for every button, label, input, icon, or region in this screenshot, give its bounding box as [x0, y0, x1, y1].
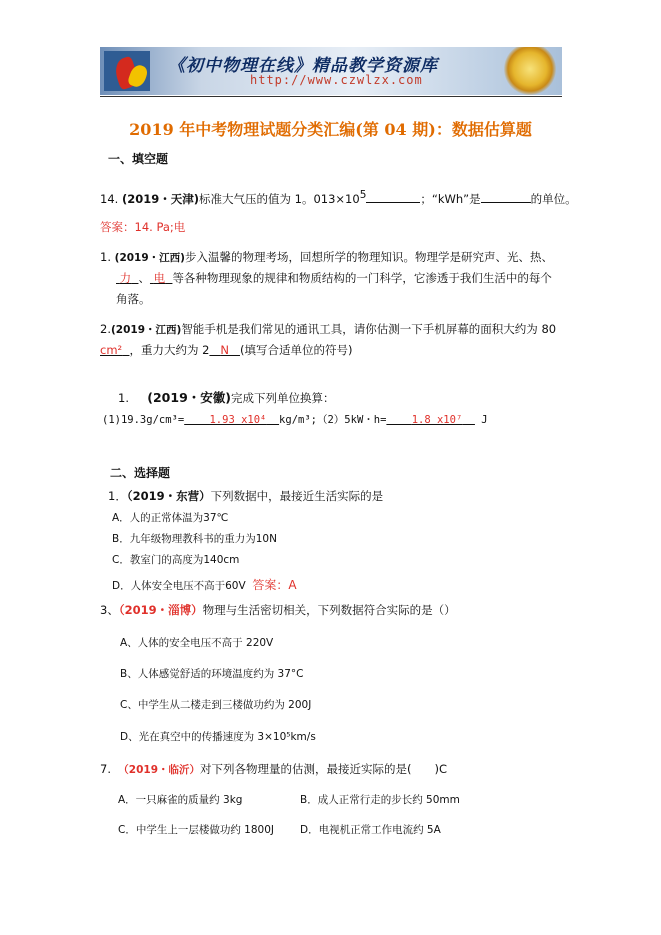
question-2-line-2 — [100, 343, 352, 357]
answer-text: 1.8 x10⁷ — [411, 414, 463, 426]
banner-divider — [100, 96, 562, 97]
question-text: 对下列各物理量的估测，最接近实际的是( )C — [200, 762, 448, 776]
site-logo — [104, 51, 150, 91]
answer-blank — [209, 343, 240, 357]
option-d: D、光在真空中的传播速度为 3×10⁵km/s — [120, 731, 316, 743]
question-number: 1. — [100, 250, 111, 264]
question-number: 14. — [100, 191, 119, 206]
question-text: 步入温馨的物理考场，回想所学的物理知识。物理学是研究声、光、热、 — [184, 250, 553, 264]
question-source: (2019・江西) — [114, 252, 185, 264]
question-conversion-line-2 — [102, 413, 488, 427]
question-source: （2019・东营） — [126, 489, 211, 503]
question-number: 7. — [100, 762, 111, 776]
exponent: 5 — [359, 189, 367, 201]
answer-14: 答案：14. Pa;电 — [100, 220, 186, 234]
option-b: B．九年级物理教科书的重力为10N — [112, 533, 277, 545]
question-text: ；“kWh”是 — [420, 191, 481, 206]
answer-text: 1.93 x10⁴ — [209, 414, 267, 426]
question-text: 完成下列单位换算： — [230, 391, 335, 405]
question-choice-1 — [108, 489, 383, 503]
question-number: 1． — [108, 489, 127, 503]
document-title: 2019 年中考物理试题分类汇编(第 04 期)：数据估算题 — [129, 120, 532, 139]
question-text: 的单位。 — [530, 191, 577, 206]
answer-text: 电 — [153, 271, 166, 285]
question-number: 1. — [118, 391, 129, 405]
question-1-line-3: 角落。 — [116, 292, 151, 306]
option-c: C．教室门的高度为140cm — [112, 554, 240, 566]
sunflower-icon — [504, 47, 556, 95]
question-text: 智能手机是我们常见的通讯工具，请你估测一下手机屏幕的面积大约为 80 — [181, 322, 557, 336]
question-14 — [100, 188, 577, 206]
banner-title: 《初中物理在线》精品教学资源库 — [168, 56, 438, 76]
question-text: 标准大气压的值为 1。013×10 — [198, 191, 360, 206]
answer-text: 力 — [119, 271, 132, 285]
question-text: (填写合适单位的符号) — [239, 343, 353, 357]
answer-blank[interactable] — [481, 192, 531, 203]
question-text: (1)19.3g/cm³= — [102, 414, 185, 426]
question-text: 物理与生活密切相关，下列数据符合实际的是（） — [202, 603, 456, 617]
answer-blank — [100, 343, 129, 357]
question-number: 3、 — [100, 603, 119, 617]
header-banner — [100, 47, 562, 95]
answer-blank — [184, 414, 279, 426]
answer-blank — [116, 271, 138, 285]
question-1-line-1 — [100, 250, 553, 265]
question-source: (2019・江西) — [110, 324, 182, 336]
answer-blank — [150, 271, 172, 285]
question-text: kg/m³;（2）5kW・h= — [279, 414, 387, 426]
section-heading-choice: 二、选择题 — [110, 466, 171, 480]
answer-text: cm² — [100, 343, 123, 357]
option-d — [112, 578, 297, 593]
banner-url[interactable]: http://www.czwlzx.com — [250, 73, 423, 87]
option-b: B．成人正常行走的步长约 50mm — [300, 794, 460, 806]
question-source: (2019・安徽) — [147, 390, 231, 405]
question-source: (2019・天津) — [121, 191, 199, 206]
question-conversion-line-1 — [118, 391, 334, 405]
question-choice-3 — [100, 603, 456, 617]
separator: 、 — [138, 271, 150, 285]
question-text: 下列数据中，最接近生活实际的是 — [210, 489, 384, 503]
option-c: C．中学生上一层楼做功约 1800J — [118, 824, 274, 836]
option-c: C、中学生从二楼走到三楼做功约为 200J — [120, 699, 312, 711]
question-source: （2019・淄博） — [118, 603, 203, 617]
option-text: D．人体安全电压不高于60V — [112, 580, 246, 592]
question-2-line-1 — [100, 322, 556, 337]
option-a: A、人体的安全电压不高于 220V — [120, 637, 274, 649]
question-choice-7 — [100, 762, 447, 777]
answer-blank — [386, 414, 475, 426]
question-number: 2. — [100, 322, 111, 336]
question-text: ，重力大约为 2 — [129, 343, 210, 357]
option-a: A．一只麻雀的质量约 3kg — [118, 794, 243, 806]
option-a: A．人的正常体温为37℃ — [112, 512, 229, 524]
answer-label: 答案：A — [252, 578, 297, 592]
option-b: B、人体感觉舒适的环境温度约为 37°C — [120, 668, 304, 680]
question-source: （2019・临沂） — [118, 764, 201, 776]
answer-text: N — [220, 343, 230, 357]
question-1-line-2 — [116, 271, 552, 285]
question-text: 等各种物理现象的规律和物质结构的一门科学，它渗透于我们生活中的每个 — [172, 271, 552, 285]
question-text: J — [481, 414, 488, 426]
answer-blank[interactable] — [366, 192, 420, 203]
section-heading-fill-in: 一、填空题 — [108, 152, 169, 166]
option-d: D．电视机正常工作电流约 5A — [300, 824, 441, 836]
